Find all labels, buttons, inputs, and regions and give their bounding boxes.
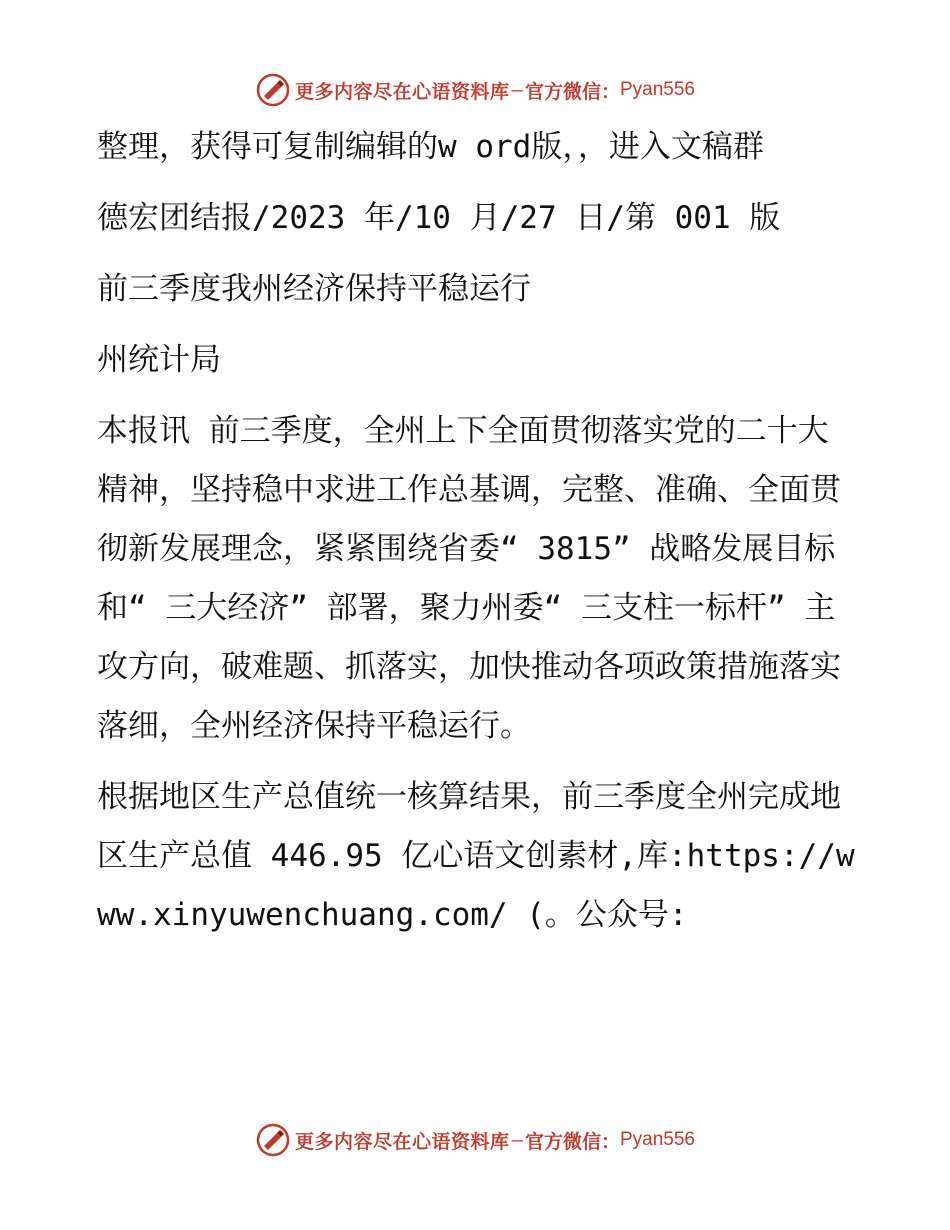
paragraph-gdp: 根据地区生产总值统一核算结果，前三季度全州完成地区生产总值 446.95 亿心语文创素材,库:https://www.xinyuwenchuang.com/ (。公众号: — [97, 779, 855, 933]
header-banner — [0, 70, 950, 110]
banner-wechat-label: 官方微信： — [524, 1130, 620, 1153]
document-body — [97, 118, 857, 957]
paragraph-intro-note: 整理，获得可复制编辑的w ord版，，进入文稿群 — [97, 129, 764, 165]
banner-wechat-label: 官方微信： — [524, 80, 620, 103]
footer-banner — [0, 1120, 950, 1160]
banner-text: 更多内容尽在心语资料库 — [295, 1130, 510, 1153]
banner-separator: — — [511, 1129, 523, 1151]
banner-wechat-id: Pyan556 — [619, 1129, 695, 1150]
banner-wechat-id: Pyan556 — [619, 79, 695, 100]
paragraph-source-line: 德宏团结报/2023 年/10 月/27 日/第 001 版 — [97, 200, 781, 236]
paragraph-lead: 本报讯 前三季度，全州上下全面贯彻落实党的二十大精神，坚持稳中求进工作总基调，完整、准确、全面贯彻新发展理念，紧紧围绕省委“ 3815” 战略发展目标和“ 三大经济” 部署，聚力州委“ 三支柱一标杆” 主攻方向，破难题、抓落实，加快推动各项政策措施落实落细，全州经济保持平稳运行。 — [97, 413, 841, 744]
pen-logo-icon — [255, 1122, 291, 1158]
banner-separator: — — [511, 79, 523, 101]
banner-text: 更多内容尽在心语资料库 — [295, 80, 510, 103]
pen-logo-icon — [255, 72, 291, 108]
article-title: 前三季度我州经济保持平稳运行 — [97, 271, 531, 307]
article-author: 州统计局 — [97, 342, 221, 378]
